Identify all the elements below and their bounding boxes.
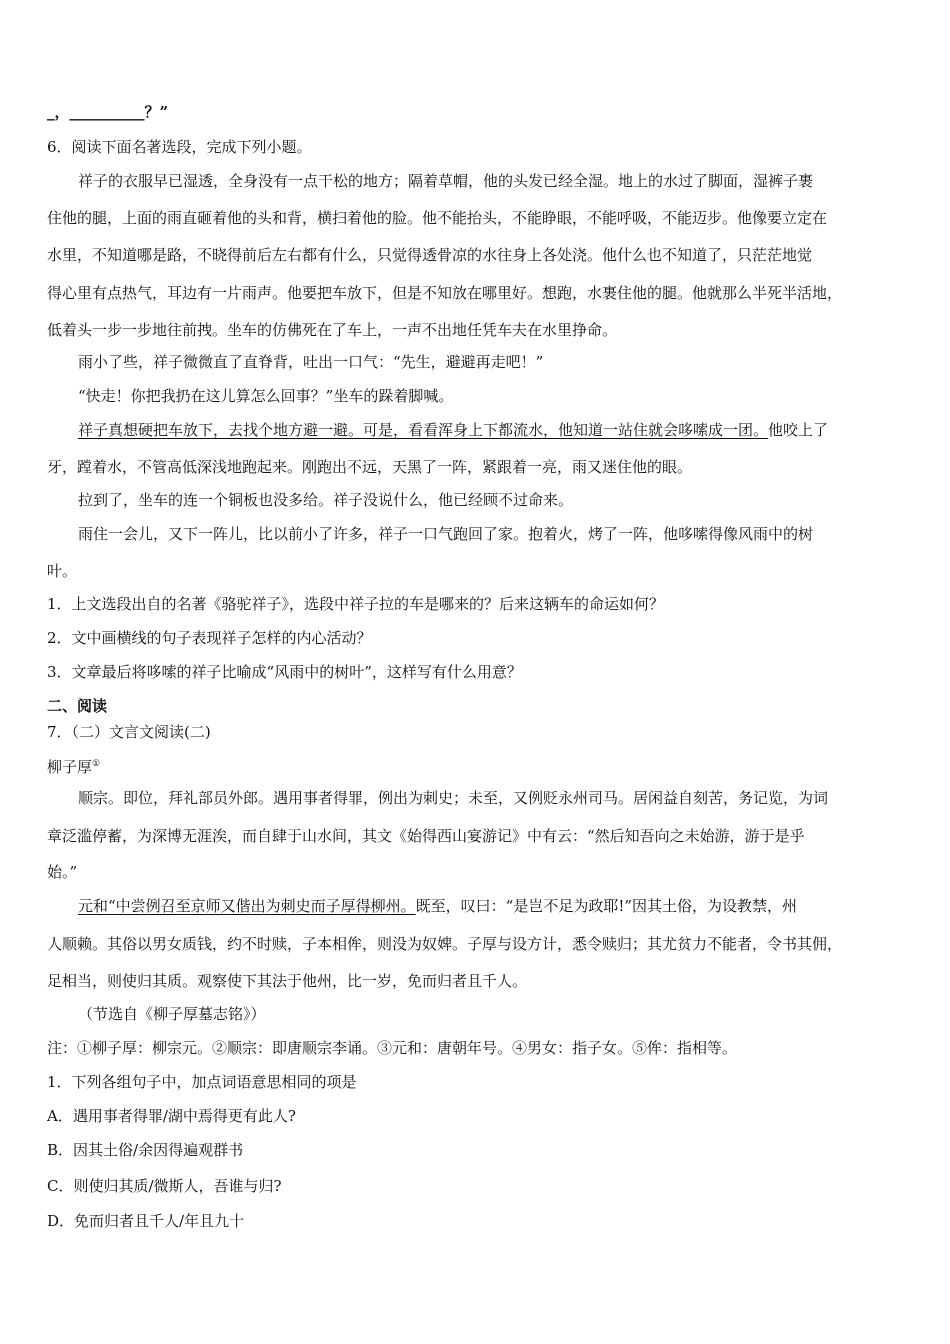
- q7-title: 7．（二）文言文阅读(二): [47, 723, 211, 741]
- option-a: A．遇用事者得罪/湖中焉得更有此人?: [47, 1107, 296, 1125]
- classical-line: 足相当，则使归其质。观察使下其法于他州，比一岁，免而归者且千人。: [47, 972, 528, 990]
- passage-line: 住他的腿，上面的雨直砸着他的头和背，横扫着他的脸。他不能抬头，不能睁眼，不能呼吸，不能迈步。他像要立定在: [47, 209, 828, 227]
- classical-line: 始。”: [47, 863, 78, 881]
- footnote-marker: ①: [92, 759, 101, 769]
- passage-line: 叶。: [47, 562, 78, 580]
- classical-line: 人顺赖。其俗以男女质钱，约不时赎，子本相侔，则没为奴婢。子厚与设方计，悉令赎归；其尤贫力不能者，令书其佣，: [47, 935, 843, 953]
- passage-line: 拉到了，坐车的连一个铜板也没多给。祥子没说什么，他已经顾不过命来。: [78, 491, 574, 509]
- option-c: C．则使归其质/微斯人，吾谁与归?: [47, 1177, 282, 1195]
- q6-question: 1．上文选段出自的名著《骆驼祥子》，选段中祥子拉的车是哪来的？后来这辆车的命运如何？: [47, 595, 665, 613]
- passage-line: 祥子的衣服早已湿透，全身没有一点干松的地方；隔着草帽，他的头发已经全湿。地上的水过了脚面，湿裤子裹: [78, 172, 814, 190]
- passage-line: 雨住一会儿，又下一阵儿，比以前小了许多，祥子一口气跑回了家。抱着火，烤了一阵，他哆嗦得像风雨中的树: [78, 525, 814, 543]
- classical-line: 顺宗。即位，拜礼部员外郎。遇用事者得罪，例出为刺史；未至，又例贬永州司马。居闲益自刻苦，务记览，为词: [78, 789, 829, 807]
- source-citation: （节选自《柳子厚墓志铭》）: [78, 1005, 266, 1023]
- passage-line: “快走！你把我扔在这儿算怎么回事？”坐车的跺着脚喊。: [78, 387, 454, 405]
- passage-line: 得心里有点热气，耳边有一片雨声。他要把车放下，但是不知放在哪里好。想跑，水裹住他的腿。他就那么半死半活地，: [47, 284, 843, 302]
- classical-line-underlined: [78, 896, 907, 916]
- q6-intro: 6．阅读下面名著选段，完成下列小题。: [47, 138, 312, 156]
- section-heading: 二、阅读: [47, 697, 108, 715]
- passage-title: [47, 754, 907, 777]
- passage-line: 牙，蹚着水，不管高低深浅地跑起来。刚跑出不远，天黑了一阵，紧跟着一亮，雨又迷住他的眼。: [47, 458, 693, 476]
- passage-line-underlined: [78, 420, 907, 440]
- passage-line: 低着头一步一步地往前拽。坐车的仿佛死在了车上，一声不出地任凭车夫在水里挣命。: [47, 321, 618, 339]
- passage-title-text: 柳子厚: [47, 758, 93, 776]
- underlined-sentence: 元和“中尝例召至京师又偕出为刺史而子厚得柳州。: [78, 897, 416, 915]
- q7-question: 1．下列各组句子中，加点词语意思相同的项是: [47, 1073, 357, 1091]
- passage-text: 他咬上了: [768, 421, 829, 439]
- passage-line: 水里，不知道哪是路，不晓得前后左右都有什么，只觉得透骨凉的水往身上各处浇。他什么也不知道了，只茫茫地觉: [47, 246, 813, 264]
- classical-text: 既至，叹曰：“是岂不足为政耶!”因其土俗，为设教禁，州: [415, 897, 798, 915]
- option-d: D．免而归者且千人/年且九十: [47, 1212, 245, 1230]
- annotation-notes: 注：①柳子厚：柳宗元。②顺宗：即唐顺宗李诵。③元和：唐朝年号。④男女：指子女。⑤侔：指相等。: [47, 1039, 738, 1057]
- classical-line: 章泛滥停蓄，为深博无涯涘，而自肆于山水间，其文《始得西山宴游记》中有云：“然后知吾向之未始游，游于是乎: [47, 827, 805, 845]
- option-b: B．因其土俗/余因得遍观群书: [47, 1141, 244, 1159]
- passage-line: 雨小了些，祥子微微直了直脊背，吐出一口气：“先生，避避再走吧！”: [78, 353, 544, 371]
- q6-question: 3．文章最后将哆嗦的祥子比喻成“风雨中的树叶”，这样写有什么用意？: [47, 663, 522, 681]
- q6-question: 2．文中画横线的句子表现祥子怎样的内心活动？: [47, 629, 372, 647]
- underlined-sentence: 祥子真想硬把车放下，去找个地方避一避。可是，看看浑身上下都流水，他知道一站住就会哆嗦成一团。: [78, 421, 769, 439]
- previous-question-blank: _，__________？”: [47, 103, 169, 121]
